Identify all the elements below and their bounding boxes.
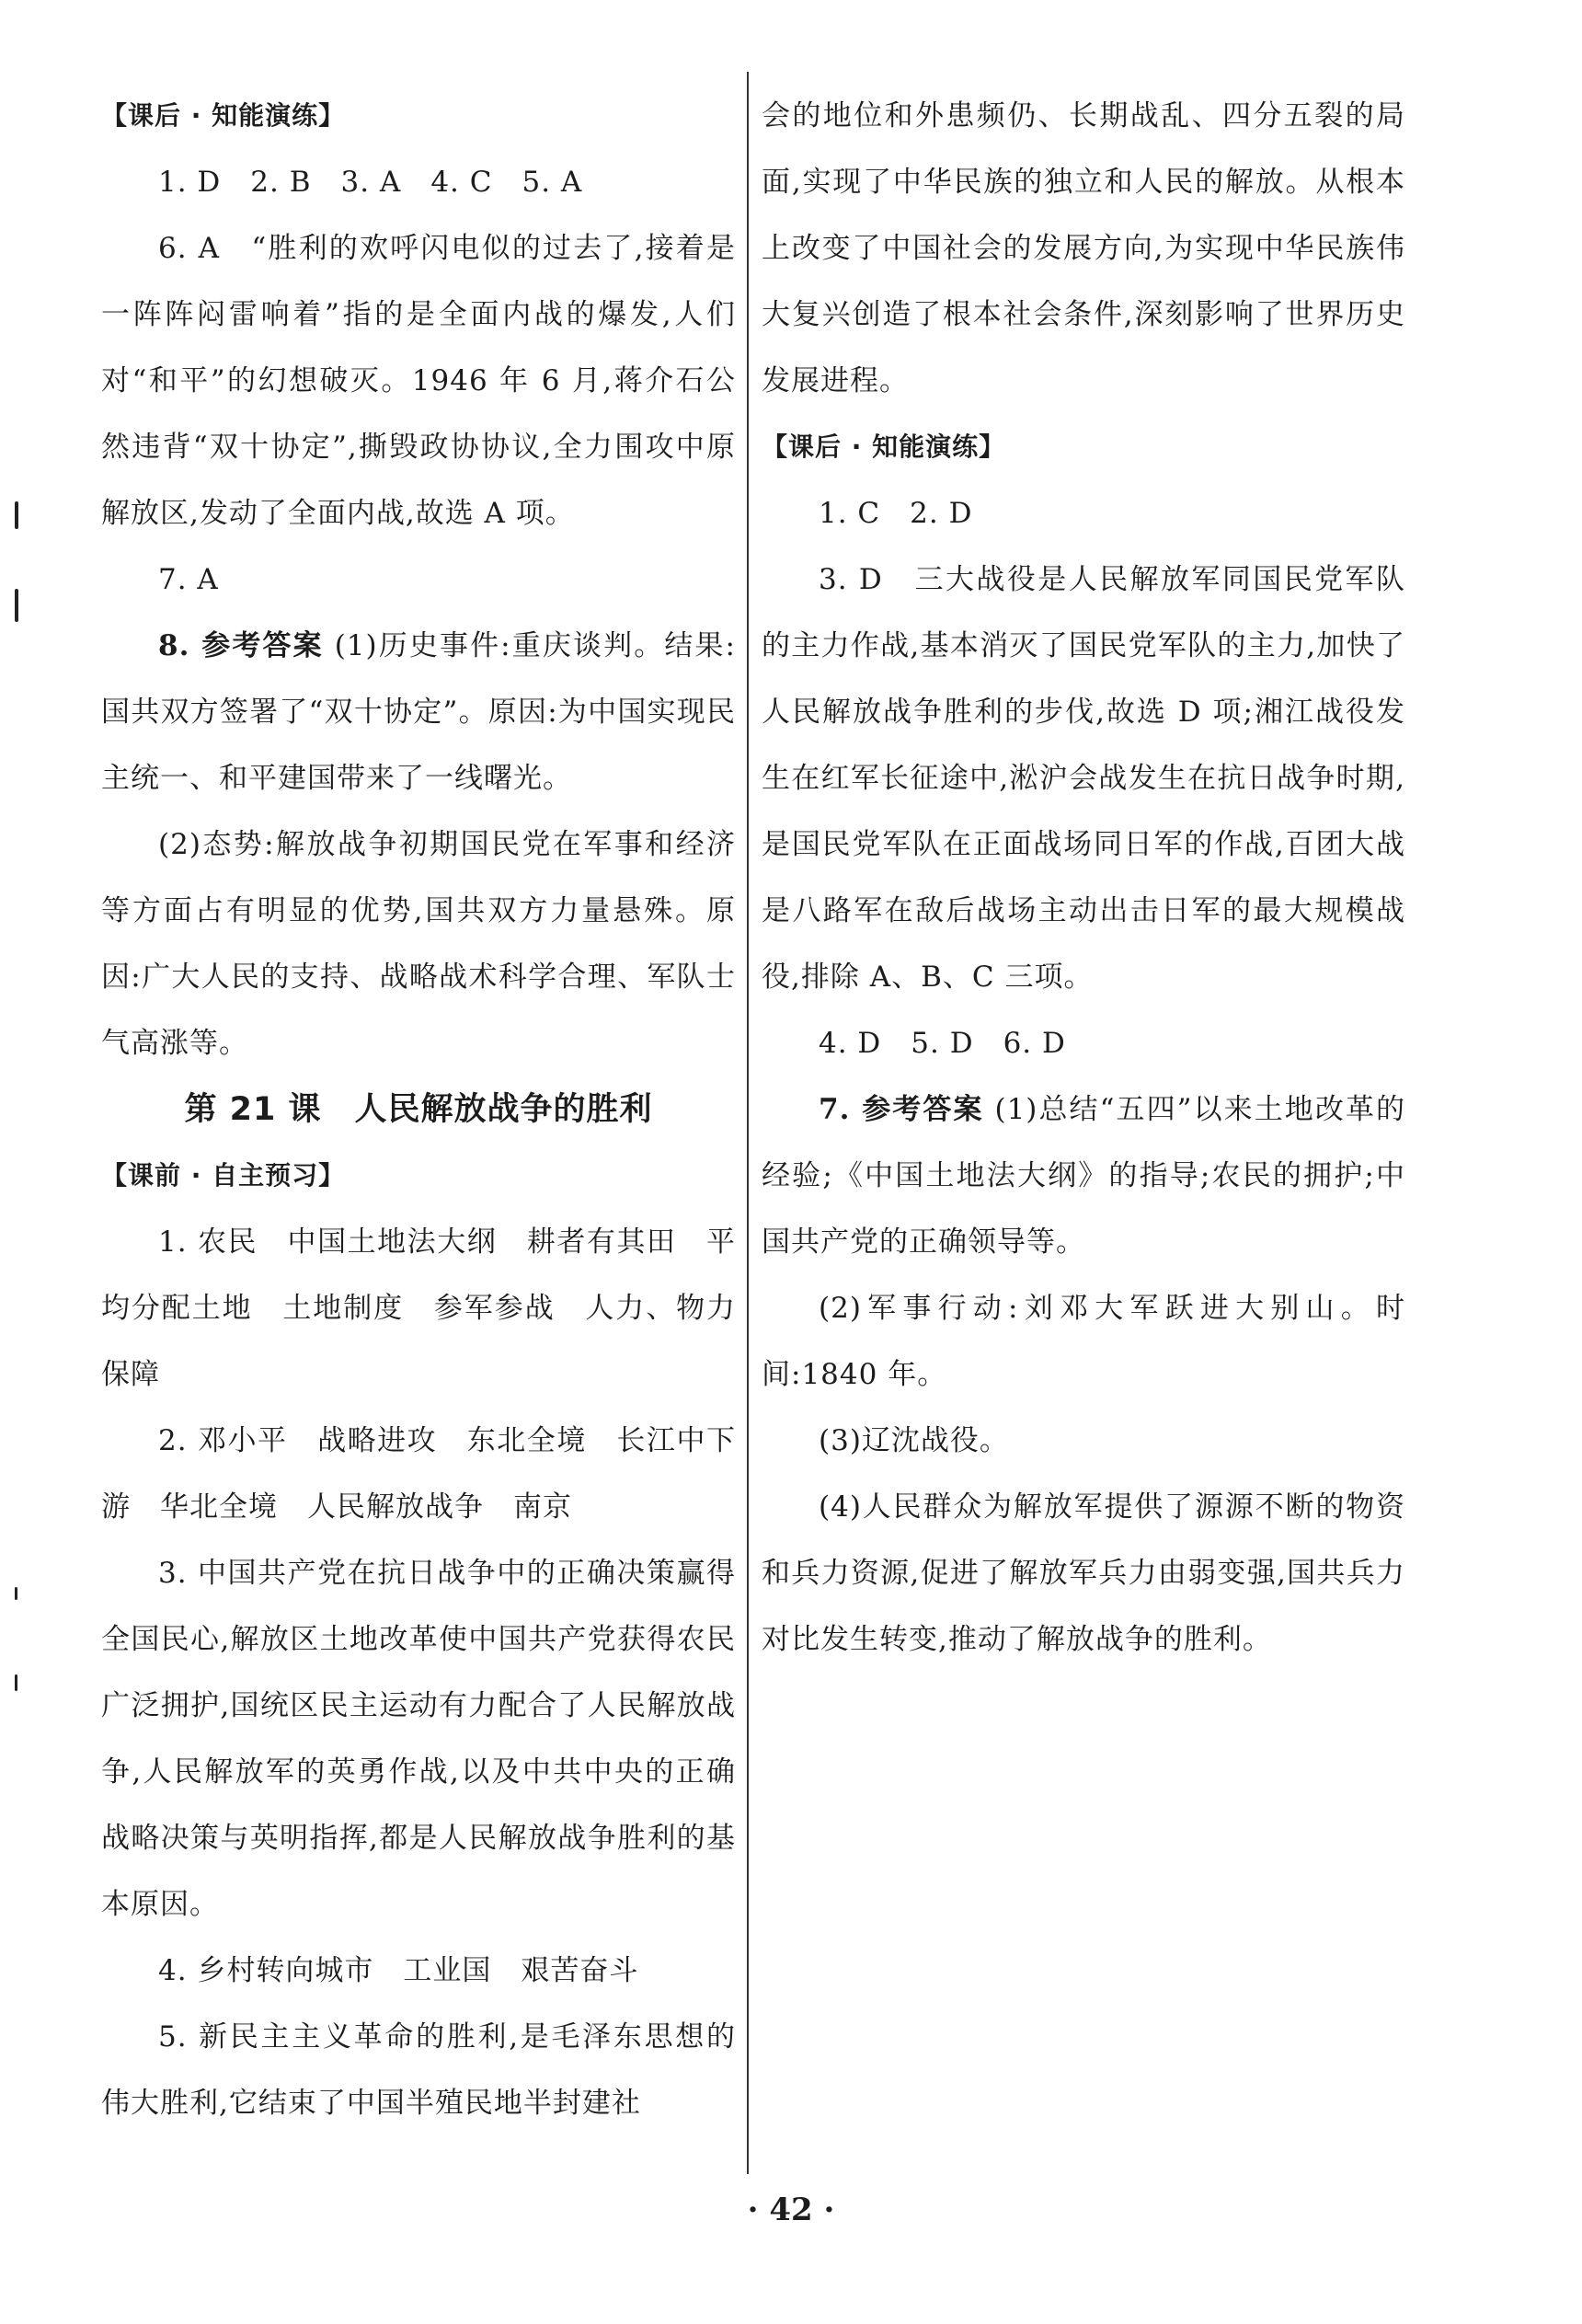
answer-8-part-1: (1)历史事件:重庆谈判。结果:国共双方签署了“双十协定”。原因:为中国实现民主统一、和平建国带来了一线曙光。 (101, 629, 736, 795)
section-label-after-class: 【课后 · 知能演练】 (101, 100, 346, 131)
scan-mark (15, 1674, 17, 1691)
answer-8 (101, 613, 736, 811)
answer-8-part-2: (2)态势:解放战争初期国民党在军事和经济等方面占有明显的优势,国共双方力量悬殊。原因:广大人民的支持、战略战术科学合理、军队士气高涨等。 (101, 828, 736, 1060)
answers-1-2: 1. C 2. D (819, 497, 973, 530)
right-column (762, 83, 1405, 1673)
preview-answer-2: 2. 邓小平 战略进攻 东北全境 长江中下游 华北全境 人民解放战争 南京 (101, 1424, 736, 1524)
answer-7-reference (762, 1076, 1405, 1275)
answer-8-label: 8. 参考答案 (158, 629, 324, 662)
answers-1-5: 1. D 2. B 3. A 4. C 5. A (158, 166, 583, 199)
section-label-before-class: 【课前 · 自主预习】 (101, 1160, 346, 1191)
answer-3: 3. D 三大战役是人民解放军同国民党军队的主力作战,基本消灭了国民党军队的主力,加快了人民解放战争胜利的步伐,故选 D 项;湘江战役发生在红军长征途中,淞沪会战发生在抗日战争时期,是国民党军队在正面战场同日军的作战,百团大战是八路军在敌后战场主动出击日军的最大规模战役,排除 A、B、C 三项。 (762, 563, 1405, 994)
answer-7-part-4: (4)人民群众为解放军提供了源源不断的物资和兵力资源,促进了解放军兵力由弱变强,国共兵力对比发生转变,推动了解放战争的胜利。 (762, 1490, 1405, 1656)
column-divider (747, 72, 749, 2174)
section-label-after-class-2: 【课后 · 知能演练】 (762, 431, 1006, 462)
answer-7-label: 7. 参考答案 (819, 1093, 984, 1126)
page-number: · 42 · (747, 2192, 835, 2228)
answer-6: 6. A “胜利的欢呼闪电似的过去了,接着是一阵阵闷雷响着”指的是全面内战的爆发,人们对“和平”的幻想破灭。1946 年 6 月,蒋介石公然违背“双十协定”,撕毁政协协议,全力围攻中原解放区,发动了全面内战,故选 A 项。 (101, 232, 736, 530)
answer-7: 7. A (158, 563, 219, 596)
answer-7-part-2: (2)军事行动:刘邓大军跃进大别山。时间:1840 年。 (762, 1292, 1405, 1391)
answer-7-part-3: (3)辽沈战役。 (819, 1424, 1009, 1457)
preview-answer-1: 1. 农民 中国土地法大纲 耕者有其田 平均分配土地 土地制度 参军参战 人力、物力保障 (101, 1225, 736, 1391)
preview-answer-5-continued: 会的地位和外患频仍、长期战乱、四分五裂的局面,实现了中华民族的独立和人民的解放。从根本上改变了中国社会的发展方向,为实现中华民族伟大复兴创造了根本社会条件,深刻影响了世界历史发展进程。 (762, 99, 1405, 397)
scan-mark (15, 1587, 17, 1600)
scan-mark (15, 589, 18, 622)
lesson-title: 第 21 课 人民解放战争的胜利 (184, 1091, 653, 1128)
answer-7-part-1: (1)总结“五四”以来土地改革的经验;《中国土地法大纲》的指导;农民的拥护;中国共产党的正确领导等。 (762, 1093, 1406, 1259)
scan-mark (15, 501, 18, 529)
preview-answer-3: 3. 中国共产党在抗日战争中的正确决策赢得全国民心,解放区土地改革使中国共产党获得农民广泛拥护,国统区民主运动有力配合了人民解放战争,人民解放军的英勇作战,以及中共中央的正确战略决策与英明指挥,都是人民解放战争胜利的基本原因。 (101, 1557, 736, 1921)
answers-4-6: 4. D 5. D 6. D (819, 1027, 1066, 1060)
preview-answer-5: 5. 新民主主义革命的胜利,是毛泽东思想的伟大胜利,它结束了中国半殖民地半封建社 (101, 2020, 736, 2120)
left-column (101, 83, 736, 2136)
preview-answer-4: 4. 乡村转向城市 工业国 艰苦奋斗 (158, 1954, 639, 1987)
